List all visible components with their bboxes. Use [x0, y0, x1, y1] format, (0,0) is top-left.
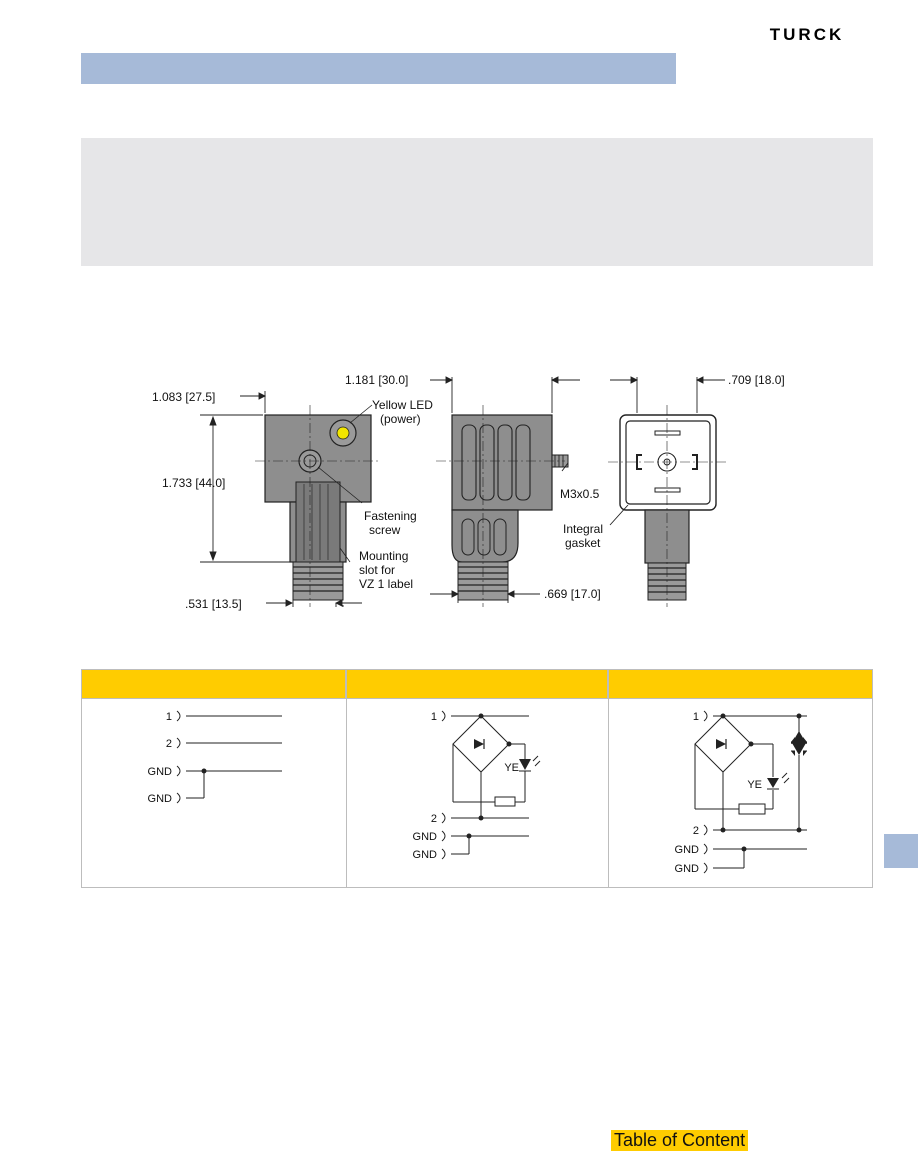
led-pin-gnd-label: GND [412, 831, 437, 843]
screw-label-1: Fastening [364, 509, 417, 523]
dimension-drawing [140, 355, 840, 620]
dim-width-label: 1.083 [27.5] [152, 390, 216, 404]
dim-side-connector-label: .669 [17.0] [544, 587, 601, 601]
table-of-content-link[interactable]: Table of Content [611, 1130, 748, 1151]
dim-height-label: 1.733 [44.0] [162, 476, 226, 490]
led-pin-gnd-label-2: GND [412, 849, 437, 861]
dim-depth-label: 1.181 [30.0] [345, 373, 409, 387]
slot-label-3: VZ 1 label [359, 577, 414, 591]
screw-label-2: screw [369, 523, 401, 537]
gasket-label-2: gasket [565, 536, 601, 550]
side-index-tab[interactable] [884, 834, 918, 868]
table-header-col-1 [82, 670, 346, 698]
led-label-2: (power) [380, 412, 421, 426]
pin-gnd-label: GND [147, 766, 172, 778]
wiring-diagram-table [81, 669, 873, 888]
sup-pin-1-label: 1 [692, 711, 699, 723]
slot-label-1: Mounting [359, 549, 409, 563]
slot-label-2: slot for [359, 563, 396, 577]
m3-screw [552, 455, 568, 467]
sup-pin-gnd-label-2: GND [674, 863, 699, 875]
sup-pin-2-label: 2 [692, 825, 699, 837]
sup-ye-label: YE [747, 779, 762, 791]
turck-logo [740, 26, 874, 42]
table-header-col-3 [608, 670, 872, 698]
pin-gnd-label-2: GND [147, 793, 172, 805]
led-ye-label: YE [504, 762, 519, 774]
yellow-led [337, 427, 349, 439]
description-box [81, 138, 873, 266]
pin-2-label: 2 [165, 738, 172, 750]
wiring-diagram-led-suppressor [609, 699, 872, 887]
gasket-label-1: Integral [563, 522, 604, 536]
sup-pin-gnd-label: GND [674, 844, 699, 856]
wiring-diagram-led [347, 699, 608, 887]
front-thread [293, 562, 343, 600]
mounting-slot [296, 482, 340, 562]
table-header-col-2 [346, 670, 608, 698]
pin-1-label: 1 [165, 711, 172, 723]
dim-face-label: .709 [18.0] [728, 373, 785, 387]
led-pin-1-label: 1 [430, 711, 437, 723]
section-title-bar [81, 53, 676, 84]
wiring-diagram-plain [82, 699, 346, 887]
side-body [452, 415, 552, 510]
thread-label: M3x0.5 [560, 487, 600, 501]
led-pin-2-label: 2 [430, 813, 437, 825]
dim-connector-label: .531 [13.5] [185, 597, 242, 611]
led-label-1: Yellow LED [372, 398, 433, 412]
logo-text: TURCK [769, 26, 845, 42]
